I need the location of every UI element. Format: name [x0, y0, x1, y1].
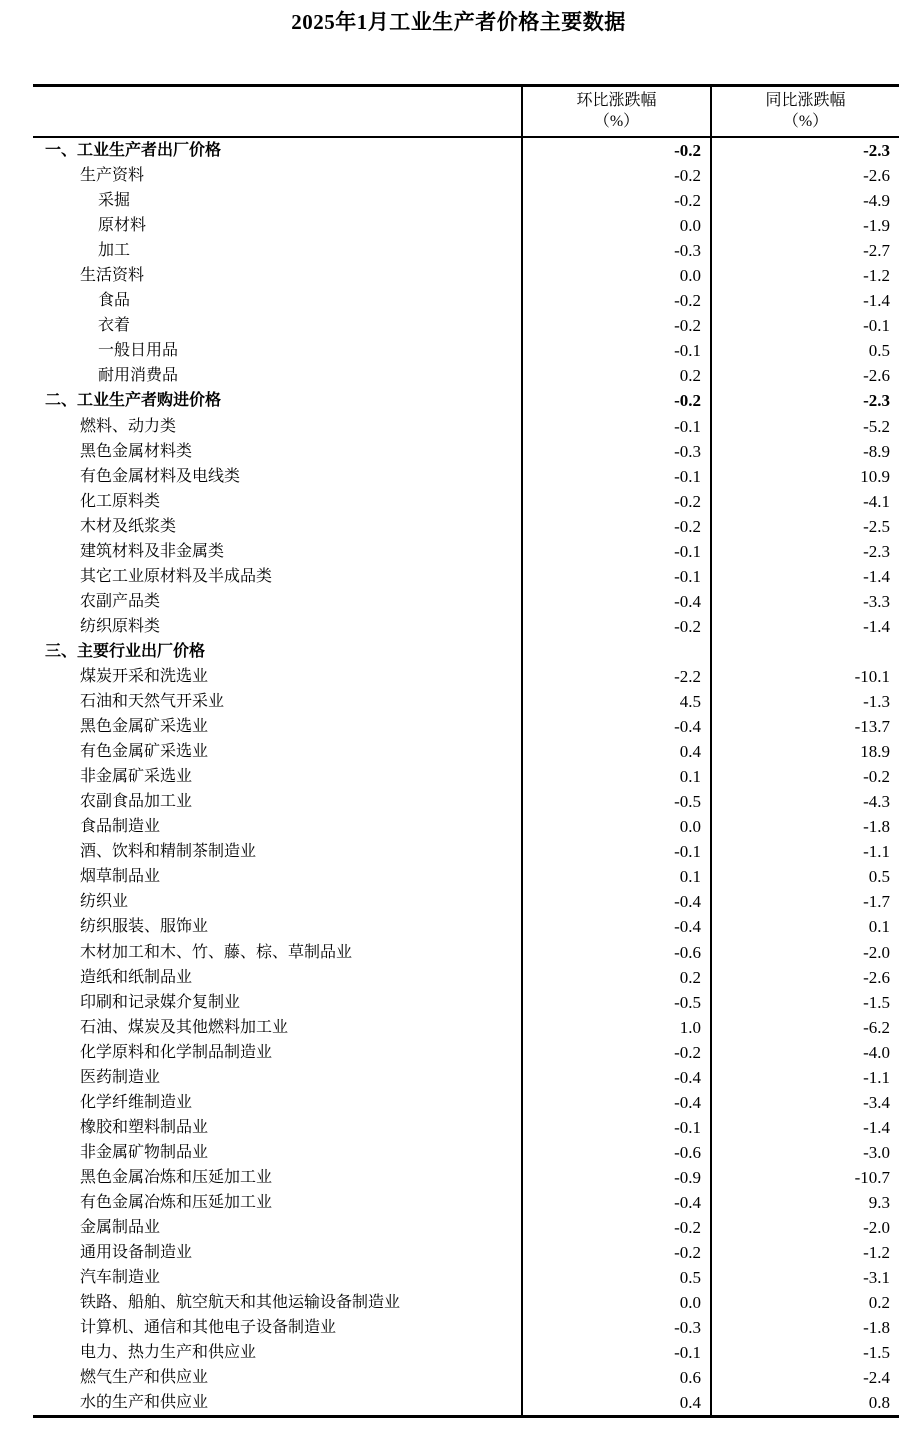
mom-value: -0.6: [522, 940, 711, 965]
yoy-value: -2.6: [711, 163, 899, 188]
table-row: [33, 238, 899, 263]
table-row: [33, 414, 899, 439]
yoy-value: 18.9: [711, 739, 899, 764]
table-row: [33, 614, 899, 639]
mom-value: -0.1: [522, 464, 711, 489]
mom-value: -0.9: [522, 1165, 711, 1190]
mom-value: -0.2: [522, 288, 711, 313]
yoy-value: -1.7: [711, 889, 899, 914]
yoy-value: -2.6: [711, 965, 899, 990]
table-row: [33, 889, 899, 914]
yoy-value: -1.1: [711, 839, 899, 864]
row-label: 一般日用品: [98, 342, 179, 360]
mom-value: -0.2: [522, 163, 711, 188]
row-label: 食品: [98, 292, 131, 310]
mom-value: -0.2: [522, 1240, 711, 1265]
table-row: [33, 739, 899, 764]
yoy-value: -1.2: [711, 263, 899, 288]
table-row: [33, 213, 899, 238]
table-row: [33, 689, 899, 714]
price-table-header: [33, 86, 899, 138]
row-label: 水的生产和供应业: [80, 1394, 209, 1412]
row-label: 化学原料和化学制品制造业: [80, 1043, 273, 1061]
row-label: 纺织服装、服饰业: [80, 918, 209, 936]
table-row: [33, 1015, 899, 1040]
table-row: [33, 814, 899, 839]
mom-value: -0.4: [522, 914, 711, 939]
table-row: [33, 388, 899, 413]
mom-value: -0.2: [522, 514, 711, 539]
col-header-mom-unit: （%）: [593, 113, 640, 130]
row-label: 三、主要行业出厂价格: [45, 642, 206, 660]
table-row: [33, 464, 899, 489]
table-row: [33, 313, 899, 338]
yoy-value: -8.9: [711, 439, 899, 464]
table-row: [33, 990, 899, 1015]
mom-value: 0.0: [522, 263, 711, 288]
table-row: [33, 514, 899, 539]
row-label: 印刷和记录媒介复制业: [80, 993, 241, 1011]
yoy-value: -13.7: [711, 714, 899, 739]
row-label: 金属制品业: [80, 1219, 161, 1237]
row-label: 计算机、通信和其他电子设备制造业: [80, 1319, 337, 1337]
mom-value: 0.0: [522, 213, 711, 238]
table-row: [33, 664, 899, 689]
row-label: 非金属矿物制品业: [80, 1143, 209, 1161]
yoy-value: 0.5: [711, 864, 899, 889]
row-label: 烟草制品业: [80, 868, 161, 886]
yoy-value: -0.2: [711, 764, 899, 789]
mom-value: -0.1: [522, 414, 711, 439]
table-row: [33, 965, 899, 990]
row-label: 通用设备制造业: [80, 1244, 193, 1262]
table-row: [33, 489, 899, 514]
row-label: 非金属矿采选业: [80, 768, 193, 786]
row-label: 石油、煤炭及其他燃料加工业: [80, 1018, 289, 1036]
mom-value: 0.5: [522, 1265, 711, 1290]
table-row: [33, 1315, 899, 1340]
yoy-value: -4.3: [711, 789, 899, 814]
yoy-value: -3.4: [711, 1090, 899, 1115]
row-label: 化工原料类: [80, 492, 161, 510]
row-label: 农副食品加工业: [80, 793, 193, 811]
row-label: 有色金属冶炼和压延加工业: [80, 1193, 273, 1211]
table-row: [33, 1090, 899, 1115]
yoy-value: -1.8: [711, 1315, 899, 1340]
row-label: 木材及纸浆类: [80, 517, 177, 535]
table-row: [33, 1190, 899, 1215]
row-label: 石油和天然气开采业: [80, 693, 225, 711]
mom-value: 0.1: [522, 764, 711, 789]
yoy-value: -2.5: [711, 514, 899, 539]
mom-value: -0.3: [522, 439, 711, 464]
row-label: 纺织原料类: [80, 617, 161, 635]
row-label: 加工: [98, 242, 131, 260]
table-row: [33, 1340, 899, 1365]
row-label: 化学纤维制造业: [80, 1093, 193, 1111]
mom-value: -0.2: [522, 1215, 711, 1240]
mom-value: -0.2: [522, 489, 711, 514]
table-row: [33, 564, 899, 589]
row-label: 食品制造业: [80, 818, 161, 836]
mom-value: -0.1: [522, 564, 711, 589]
yoy-value: 0.5: [711, 338, 899, 363]
page-title: 2025年1月工业生产者价格主要数据: [291, 10, 626, 34]
yoy-value: -4.0: [711, 1040, 899, 1065]
row-label: 黑色金属材料类: [80, 442, 193, 460]
yoy-value: -1.5: [711, 990, 899, 1015]
yoy-value: -5.2: [711, 414, 899, 439]
yoy-value: -1.3: [711, 689, 899, 714]
yoy-value: -10.1: [711, 664, 899, 689]
yoy-value: -2.3: [711, 388, 899, 413]
mom-value: 0.2: [522, 363, 711, 388]
table-row: [33, 188, 899, 213]
yoy-value: -10.7: [711, 1165, 899, 1190]
mom-value: -0.1: [522, 539, 711, 564]
yoy-value: -1.2: [711, 1240, 899, 1265]
row-label: 医药制造业: [80, 1068, 161, 1086]
yoy-value: -1.9: [711, 213, 899, 238]
price-table-body: [33, 137, 899, 1417]
row-label: 黑色金属冶炼和压延加工业: [80, 1168, 273, 1186]
mom-value: -0.1: [522, 1340, 711, 1365]
row-label: 一、工业生产者出厂价格: [45, 142, 222, 159]
row-label: 造纸和纸制品业: [80, 968, 193, 986]
row-label: 其它工业原材料及半成品类: [80, 567, 273, 585]
mom-value: -0.4: [522, 589, 711, 614]
yoy-value: -2.0: [711, 1215, 899, 1240]
mom-value: 1.0: [522, 1015, 711, 1040]
yoy-value: -6.2: [711, 1015, 899, 1040]
mom-value: -2.2: [522, 664, 711, 689]
header-label-cell: [33, 86, 522, 138]
row-label: 黑色金属矿采选业: [80, 718, 209, 736]
yoy-value: -2.4: [711, 1365, 899, 1390]
mom-value: [522, 639, 711, 664]
table-row: [33, 1140, 899, 1165]
mom-value: -0.2: [522, 188, 711, 213]
mom-value: -0.4: [522, 1190, 711, 1215]
table-row: [33, 1390, 899, 1417]
yoy-value: -3.3: [711, 589, 899, 614]
table-row: [33, 940, 899, 965]
yoy-value: -2.7: [711, 238, 899, 263]
table-row: [33, 1065, 899, 1090]
yoy-value: -4.1: [711, 489, 899, 514]
col-header-yoy-unit: （%）: [782, 113, 829, 130]
yoy-value: -2.6: [711, 363, 899, 388]
header-row: [33, 86, 899, 138]
mom-value: 0.1: [522, 864, 711, 889]
col-header-mom-title: 环比涨跌幅: [576, 92, 657, 109]
price-table: [33, 84, 899, 1418]
yoy-value: -1.5: [711, 1340, 899, 1365]
row-label: 煤炭开采和洗选业: [80, 667, 209, 685]
mom-value: -0.5: [522, 789, 711, 814]
mom-value: -0.5: [522, 990, 711, 1015]
row-label: 衣着: [98, 317, 131, 335]
yoy-value: 10.9: [711, 464, 899, 489]
yoy-value: -1.1: [711, 1065, 899, 1090]
yoy-value: -2.3: [711, 137, 899, 163]
mom-value: -0.2: [522, 388, 711, 413]
row-label: 燃气生产和供应业: [80, 1369, 209, 1387]
yoy-value: -4.9: [711, 188, 899, 213]
mom-value: 0.0: [522, 1290, 711, 1315]
row-label: 生活资料: [80, 267, 145, 285]
mom-value: -0.4: [522, 1090, 711, 1115]
yoy-value: -3.1: [711, 1265, 899, 1290]
table-row: [33, 789, 899, 814]
yoy-value: [711, 639, 899, 664]
row-label: 酒、饮料和精制茶制造业: [80, 843, 257, 861]
table-row: [33, 714, 899, 739]
row-label: 燃料、动力类: [80, 417, 177, 435]
table-row: [33, 439, 899, 464]
row-label: 二、工业生产者购进价格: [45, 392, 222, 410]
yoy-value: -1.4: [711, 288, 899, 313]
mom-value: -0.2: [522, 137, 711, 163]
mom-value: 4.5: [522, 689, 711, 714]
table-row: [33, 1040, 899, 1065]
yoy-value: -0.1: [711, 313, 899, 338]
table-row: [33, 864, 899, 889]
yoy-value: -1.4: [711, 564, 899, 589]
row-label: 纺织业: [80, 893, 129, 911]
yoy-value: -3.0: [711, 1140, 899, 1165]
mom-value: -0.2: [522, 1040, 711, 1065]
yoy-value: -1.4: [711, 1115, 899, 1140]
table-row: [33, 1240, 899, 1265]
table-row: [33, 1265, 899, 1290]
yoy-value: -2.3: [711, 539, 899, 564]
table-row: [33, 1165, 899, 1190]
table-row: [33, 839, 899, 864]
mom-value: -0.2: [522, 313, 711, 338]
yoy-value: 9.3: [711, 1190, 899, 1215]
mom-value: -0.2: [522, 614, 711, 639]
row-label: 电力、热力生产和供应业: [80, 1344, 257, 1362]
row-label: 橡胶和塑料制品业: [80, 1118, 209, 1136]
row-label: 有色金属材料及电线类: [80, 467, 241, 485]
table-row: [33, 137, 899, 163]
row-label: 生产资料: [80, 167, 145, 185]
row-label: 汽车制造业: [80, 1269, 161, 1287]
row-label: 木材加工和木、竹、藤、棕、草制品业: [80, 943, 353, 961]
yoy-value: -1.4: [711, 614, 899, 639]
row-label: 原材料: [98, 217, 147, 235]
table-row: [33, 639, 899, 664]
col-header-yoy-title: 同比涨跌幅: [765, 92, 846, 109]
mom-value: -0.1: [522, 338, 711, 363]
row-label: 耐用消费品: [98, 367, 179, 385]
table-row: [33, 288, 899, 313]
mom-value: -0.4: [522, 1065, 711, 1090]
mom-value: 0.0: [522, 814, 711, 839]
table-row: [33, 363, 899, 388]
table-row: [33, 163, 899, 188]
table-row: [33, 263, 899, 288]
table-row: [33, 1365, 899, 1390]
row-label: 有色金属矿采选业: [80, 743, 209, 761]
yoy-value: 0.1: [711, 914, 899, 939]
mom-value: -0.4: [522, 889, 711, 914]
table-row: [33, 589, 899, 614]
table-row: [33, 1115, 899, 1140]
table-row: [33, 1215, 899, 1240]
table-row: [33, 1290, 899, 1315]
mom-value: -0.6: [522, 1140, 711, 1165]
yoy-value: -1.8: [711, 814, 899, 839]
table-row: [33, 338, 899, 363]
table-row: [33, 539, 899, 564]
row-label: 农副产品类: [80, 592, 161, 610]
col-header-mom: [522, 86, 711, 138]
mom-value: -0.3: [522, 1315, 711, 1340]
mom-value: -0.1: [522, 1115, 711, 1140]
yoy-value: 0.2: [711, 1290, 899, 1315]
row-label: 铁路、船舶、航空航天和其他运输设备制造业: [80, 1294, 401, 1312]
mom-value: -0.4: [522, 714, 711, 739]
mom-value: 0.6: [522, 1365, 711, 1390]
col-header-yoy: [711, 86, 899, 138]
mom-value: -0.1: [522, 839, 711, 864]
yoy-value: 0.8: [711, 1390, 899, 1417]
row-label: 建筑材料及非金属类: [80, 542, 225, 560]
mom-value: 0.4: [522, 1390, 711, 1417]
mom-value: 0.2: [522, 965, 711, 990]
table-row: [33, 764, 899, 789]
mom-value: -0.3: [522, 238, 711, 263]
mom-value: 0.4: [522, 739, 711, 764]
table-row: [33, 914, 899, 939]
yoy-value: -2.0: [711, 940, 899, 965]
row-label: 采掘: [98, 192, 131, 210]
